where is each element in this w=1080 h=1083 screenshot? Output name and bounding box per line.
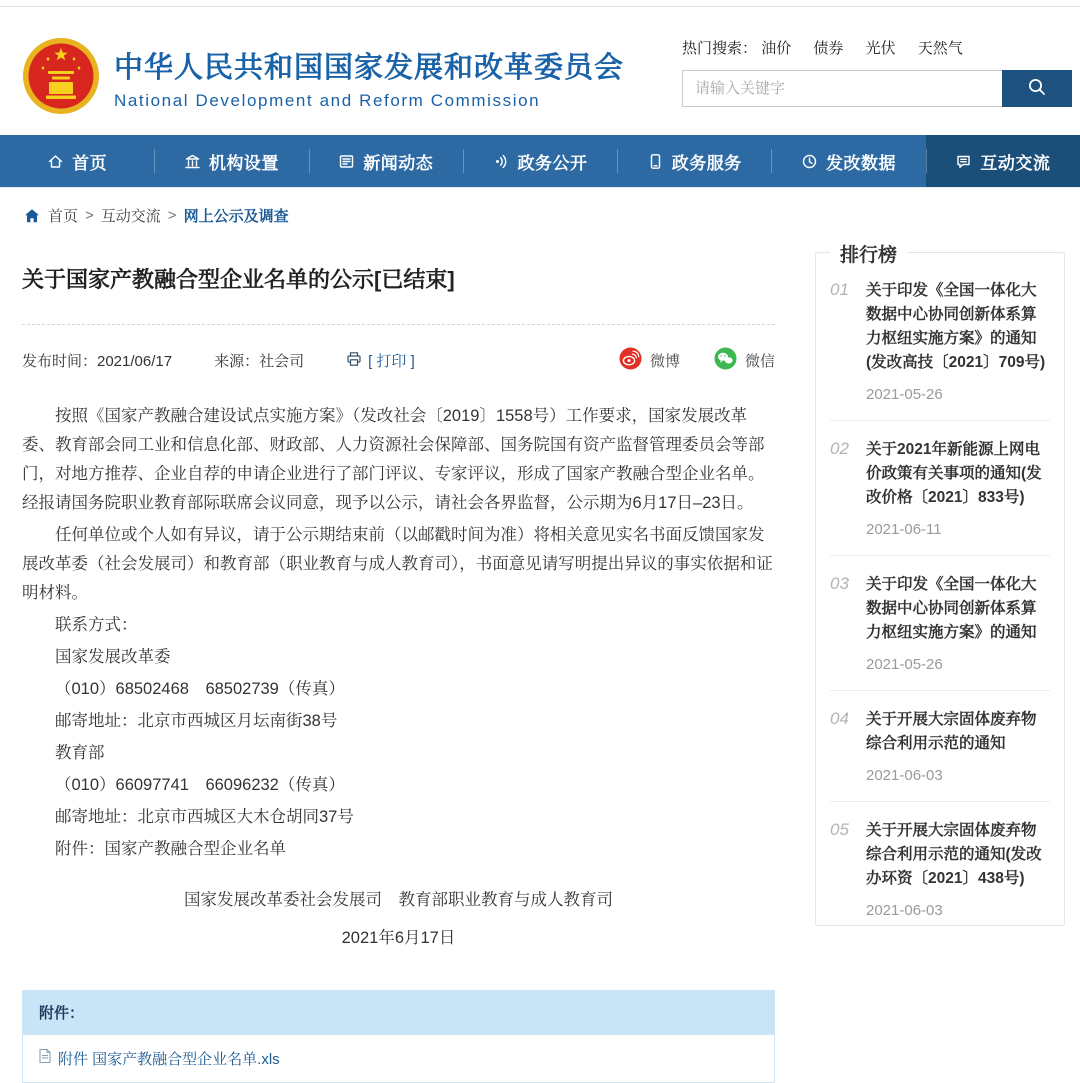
ranking-item-title[interactable]: 关于印发《全国一体化大数据中心协同创新体系算力枢纽实施方案》的通知(发改高技〔2021〕709号) [866, 282, 1046, 372]
nav-item-label: 互动交流 [980, 153, 1051, 173]
article-paragraph: 国家发展改革委 [55, 648, 171, 666]
nav-item-label: 政务服务 [671, 153, 742, 173]
ranking-item-date: 2021-06-03 [866, 767, 943, 785]
search-input[interactable] [682, 70, 1002, 107]
ranking-item-title[interactable]: 关于印发《全国一体化大数据中心协同创新体系算力枢纽实施方案》的通知 [866, 576, 1037, 642]
ranking-title: 排行榜 [830, 240, 907, 267]
article-paragraph: 任何单位或个人如有异议，请于公示期结束前（以邮戳时间为准）将相关意见实名书面反馈国家发展改革委（社会发展司）和教育部（职业教育与成人教育司），书面意见请写明提出异议的事实依据和证明材料。 [22, 526, 773, 602]
article-paragraph: 教育部 [55, 744, 105, 762]
hot-term-gas[interactable]: 天然气 [917, 40, 963, 57]
ranking-number: 02 [830, 439, 849, 459]
news-icon [338, 153, 355, 170]
site-title-en: National Development and Reform Commission [114, 91, 541, 110]
ranking-item-date: 2021-06-03 [866, 902, 943, 920]
breadcrumb-link-home[interactable]: 首页 [48, 208, 79, 225]
ranking-item-date: 2021-05-26 [866, 656, 943, 674]
home-icon [47, 153, 64, 170]
nav-item-label: 首页 [72, 153, 108, 173]
attachment-row[interactable] [23, 1035, 774, 1082]
article-paragraph: 附件：国家产教融合型企业名单 [55, 840, 286, 858]
share-wechat-button[interactable] [714, 347, 775, 374]
ranking-divider [830, 420, 1050, 421]
print-button[interactable] [346, 350, 415, 371]
ranking-item-title[interactable]: 关于开展大宗固体废弃物综合利用示范的通知 [866, 711, 1037, 753]
ranking-item-5[interactable] [830, 819, 1050, 919]
ranking-divider [830, 690, 1050, 691]
nav-item-public-affairs[interactable] [463, 135, 617, 187]
article-paragraph: 按照《国家产教融合建设试点实施方案》（发改社会〔2019〕1558号）工作要求，国家发展改革委、教育部会同工业和信息化部、财政部、人力资源社会保障部、国务院国有资产监督管理委员会等部门，对地方推荐、企业自荐的申请企业进行了部门评议、专家评议，形成了国家产教融合型企业名单。经报请国务院职业教育部际联席会议同意，现予以公示，请社会各界监督，公示期为6月17日–23日。 [22, 407, 765, 512]
nav-item-news[interactable] [309, 135, 463, 187]
ranking-box [815, 245, 1065, 926]
search-icon [1027, 77, 1047, 100]
article-source: 来源：社会司 [214, 353, 305, 370]
search-button[interactable] [1002, 70, 1072, 107]
ranking-divider [830, 555, 1050, 556]
ranking-number: 01 [830, 280, 849, 299]
article-body [22, 402, 775, 864]
breadcrumb [0, 188, 1080, 226]
ranking-divider [830, 801, 1050, 802]
nav-item-organization[interactable] [154, 135, 308, 187]
title-divider [22, 324, 775, 325]
ranking-item-title[interactable]: 关于2021年新能源上网电价政策有关事项的通知(发改价格〔2021〕833号) [866, 441, 1042, 507]
search-zone [682, 37, 1072, 107]
ranking-item-4[interactable] [830, 708, 1050, 784]
breadcrumb-current[interactable]: 网上公示及调查 [183, 208, 289, 225]
nav-item-services[interactable] [617, 135, 771, 187]
breadcrumb-separator: > [85, 207, 94, 224]
publish-time: 发布时间：2021/06/17 [22, 353, 173, 370]
breadcrumb-separator: > [167, 207, 177, 224]
print-label: [ 打印 ] [368, 353, 415, 370]
article-signature: 国家发展改革委社会发展司 教育部职业教育与成人教育司 [184, 891, 613, 909]
nav-item-interaction[interactable] [926, 135, 1080, 187]
article-date: 2021年6月17日 [341, 929, 456, 947]
nav-item-label: 机构设置 [208, 153, 279, 173]
hot-term-pv[interactable]: 光伏 [865, 40, 896, 57]
ranking-number: 04 [830, 709, 849, 729]
ranking-item-1[interactable] [830, 279, 1050, 403]
ranking-item-3[interactable] [830, 573, 1050, 673]
article-paragraph: 邮寄地址：北京市西城区月坛南街38号 [55, 712, 338, 730]
ranking-item-2[interactable] [830, 438, 1050, 538]
nav-item-label: 新闻动态 [363, 153, 434, 173]
mobile-service-icon [647, 153, 664, 170]
hot-search-label: 热门搜索： [682, 40, 758, 57]
hot-term-oil[interactable]: 油价 [761, 40, 792, 57]
article-paragraph: 邮寄地址：北京市西城区大木仓胡同37号 [55, 808, 354, 826]
article-paragraph: （010）68502468 68502739（传真） [55, 680, 345, 698]
printer-icon [346, 351, 362, 371]
attachment-link[interactable]: 附件 国家产教融合型企业名单.xls [58, 1051, 280, 1068]
nav-item-label: 政务公开 [517, 153, 588, 173]
ranking-number: 05 [830, 820, 849, 840]
main-nav [0, 135, 1080, 187]
weibo-label: 微博 [649, 353, 680, 370]
ranking-item-title[interactable]: 关于开展大宗固体废弃物综合利用示范的通知(发改办环资〔2021〕438号) [866, 822, 1042, 888]
article-meta [22, 347, 775, 374]
document-icon [37, 1048, 53, 1069]
weibo-icon [619, 347, 642, 374]
attachment-box-header: 附件： [23, 991, 774, 1035]
wechat-icon [714, 347, 737, 374]
article-paragraph: （010）66097741 66096232（传真） [55, 776, 345, 794]
clock-icon [801, 153, 818, 170]
article-paragraph: 联系方式： [55, 616, 138, 634]
site-header [0, 7, 1080, 135]
article-title: 关于国家产教融合型企业名单的公示[已结束] [22, 267, 455, 292]
attachment-box [22, 990, 775, 1083]
share-weibo-button[interactable] [619, 347, 680, 374]
nav-item-label: 发改数据 [826, 153, 897, 173]
breadcrumb-home-icon[interactable] [24, 208, 40, 224]
ranking-number: 03 [830, 574, 849, 594]
broadcast-icon [492, 153, 509, 170]
national-emblem-logo [22, 37, 100, 120]
article-column [22, 226, 775, 1083]
site-title-cn: 中华人民共和国国家发展和改革委员会 [114, 52, 625, 84]
bank-icon [184, 153, 201, 170]
ranking-item-date: 2021-05-26 [866, 386, 943, 404]
breadcrumb-link-interaction[interactable]: 互动交流 [100, 208, 161, 225]
chat-icon [955, 153, 972, 170]
ranking-item-date: 2021-06-11 [866, 521, 942, 539]
sidebar [815, 226, 1065, 1083]
nav-item-data[interactable] [771, 135, 925, 187]
hot-term-bonds[interactable]: 债券 [813, 40, 844, 57]
wechat-label: 微信 [744, 353, 775, 370]
nav-item-home[interactable] [0, 135, 154, 187]
